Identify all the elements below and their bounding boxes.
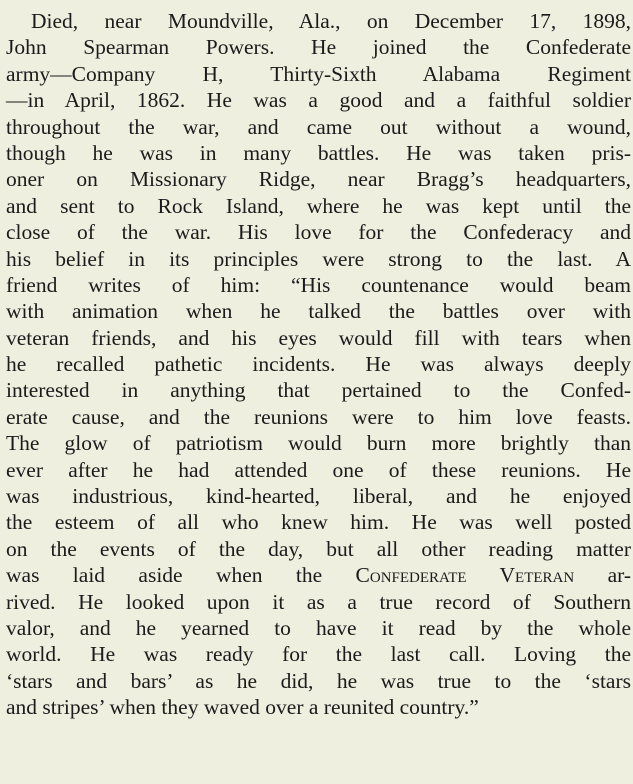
line-text-after: ar- [574, 563, 632, 588]
text-line: though he was in many battles. He was taken pris- [6, 140, 631, 165]
text-line: friend writes of him: “His countenance would beam [6, 272, 631, 297]
text-line: with animation when he talked the battles over with [6, 299, 631, 324]
text-line: —in April, 1862. He was a good and a faithful soldier [6, 88, 631, 113]
line-text-before: was laid aside when the [6, 563, 356, 588]
text-line: throughout the war, and came out without a wound, [6, 114, 631, 139]
text-line: on the events of the day, but all other reading matter [6, 536, 631, 561]
text-line: and sent to Rock Island, where he was kept until the [6, 193, 631, 218]
text-line: ever after he had attended one of these reunions. He [6, 457, 631, 482]
text-line: The glow of patriotism would burn more brightly than [6, 431, 631, 456]
text-line: army—Company H, Thirty-Sixth Alabama Regiment [6, 61, 631, 86]
text-line: close of the war. His love for the Confederacy and [6, 220, 631, 245]
publication-name: Confederate Veteran [355, 563, 575, 588]
text-line: he recalled pathetic incidents. He was always deeply [6, 352, 631, 377]
text-line: valor, and he yearned to have it read by the whole [6, 615, 631, 640]
text-line: the esteem of all who knew him. He was well posted [6, 510, 631, 535]
text-line: world. He was ready for the last call. Loving the [6, 642, 631, 667]
obituary-text [6, 8, 631, 721]
text-line: erate cause, and the reunions were to him love feasts. [6, 404, 631, 429]
text-line: Died, near Moundville, Ala., on December 17, 1898, [31, 9, 631, 33]
text-line-publication [6, 562, 631, 588]
text-line: interested in anything that pertained to the Confed- [6, 378, 631, 403]
text-line: and stripes’ when they waved over a reunited country.” [6, 695, 479, 720]
text-line: ‘stars and bars’ as he did, he was true to the ‘stars [6, 668, 631, 693]
text-line: oner on Missionary Ridge, near Bragg’s headquarters, [6, 167, 631, 192]
text-line: rived. He looked upon it as a true record of Southern [6, 589, 631, 614]
text-line: his belief in its principles were strong to the last. A [6, 246, 631, 271]
text-line: was industrious, kind-hearted, liberal, and he enjoyed [6, 484, 631, 509]
text-line: veteran friends, and his eyes would fill with tears when [6, 325, 631, 350]
text-line: John Spearman Powers. He joined the Confederate [6, 35, 631, 60]
